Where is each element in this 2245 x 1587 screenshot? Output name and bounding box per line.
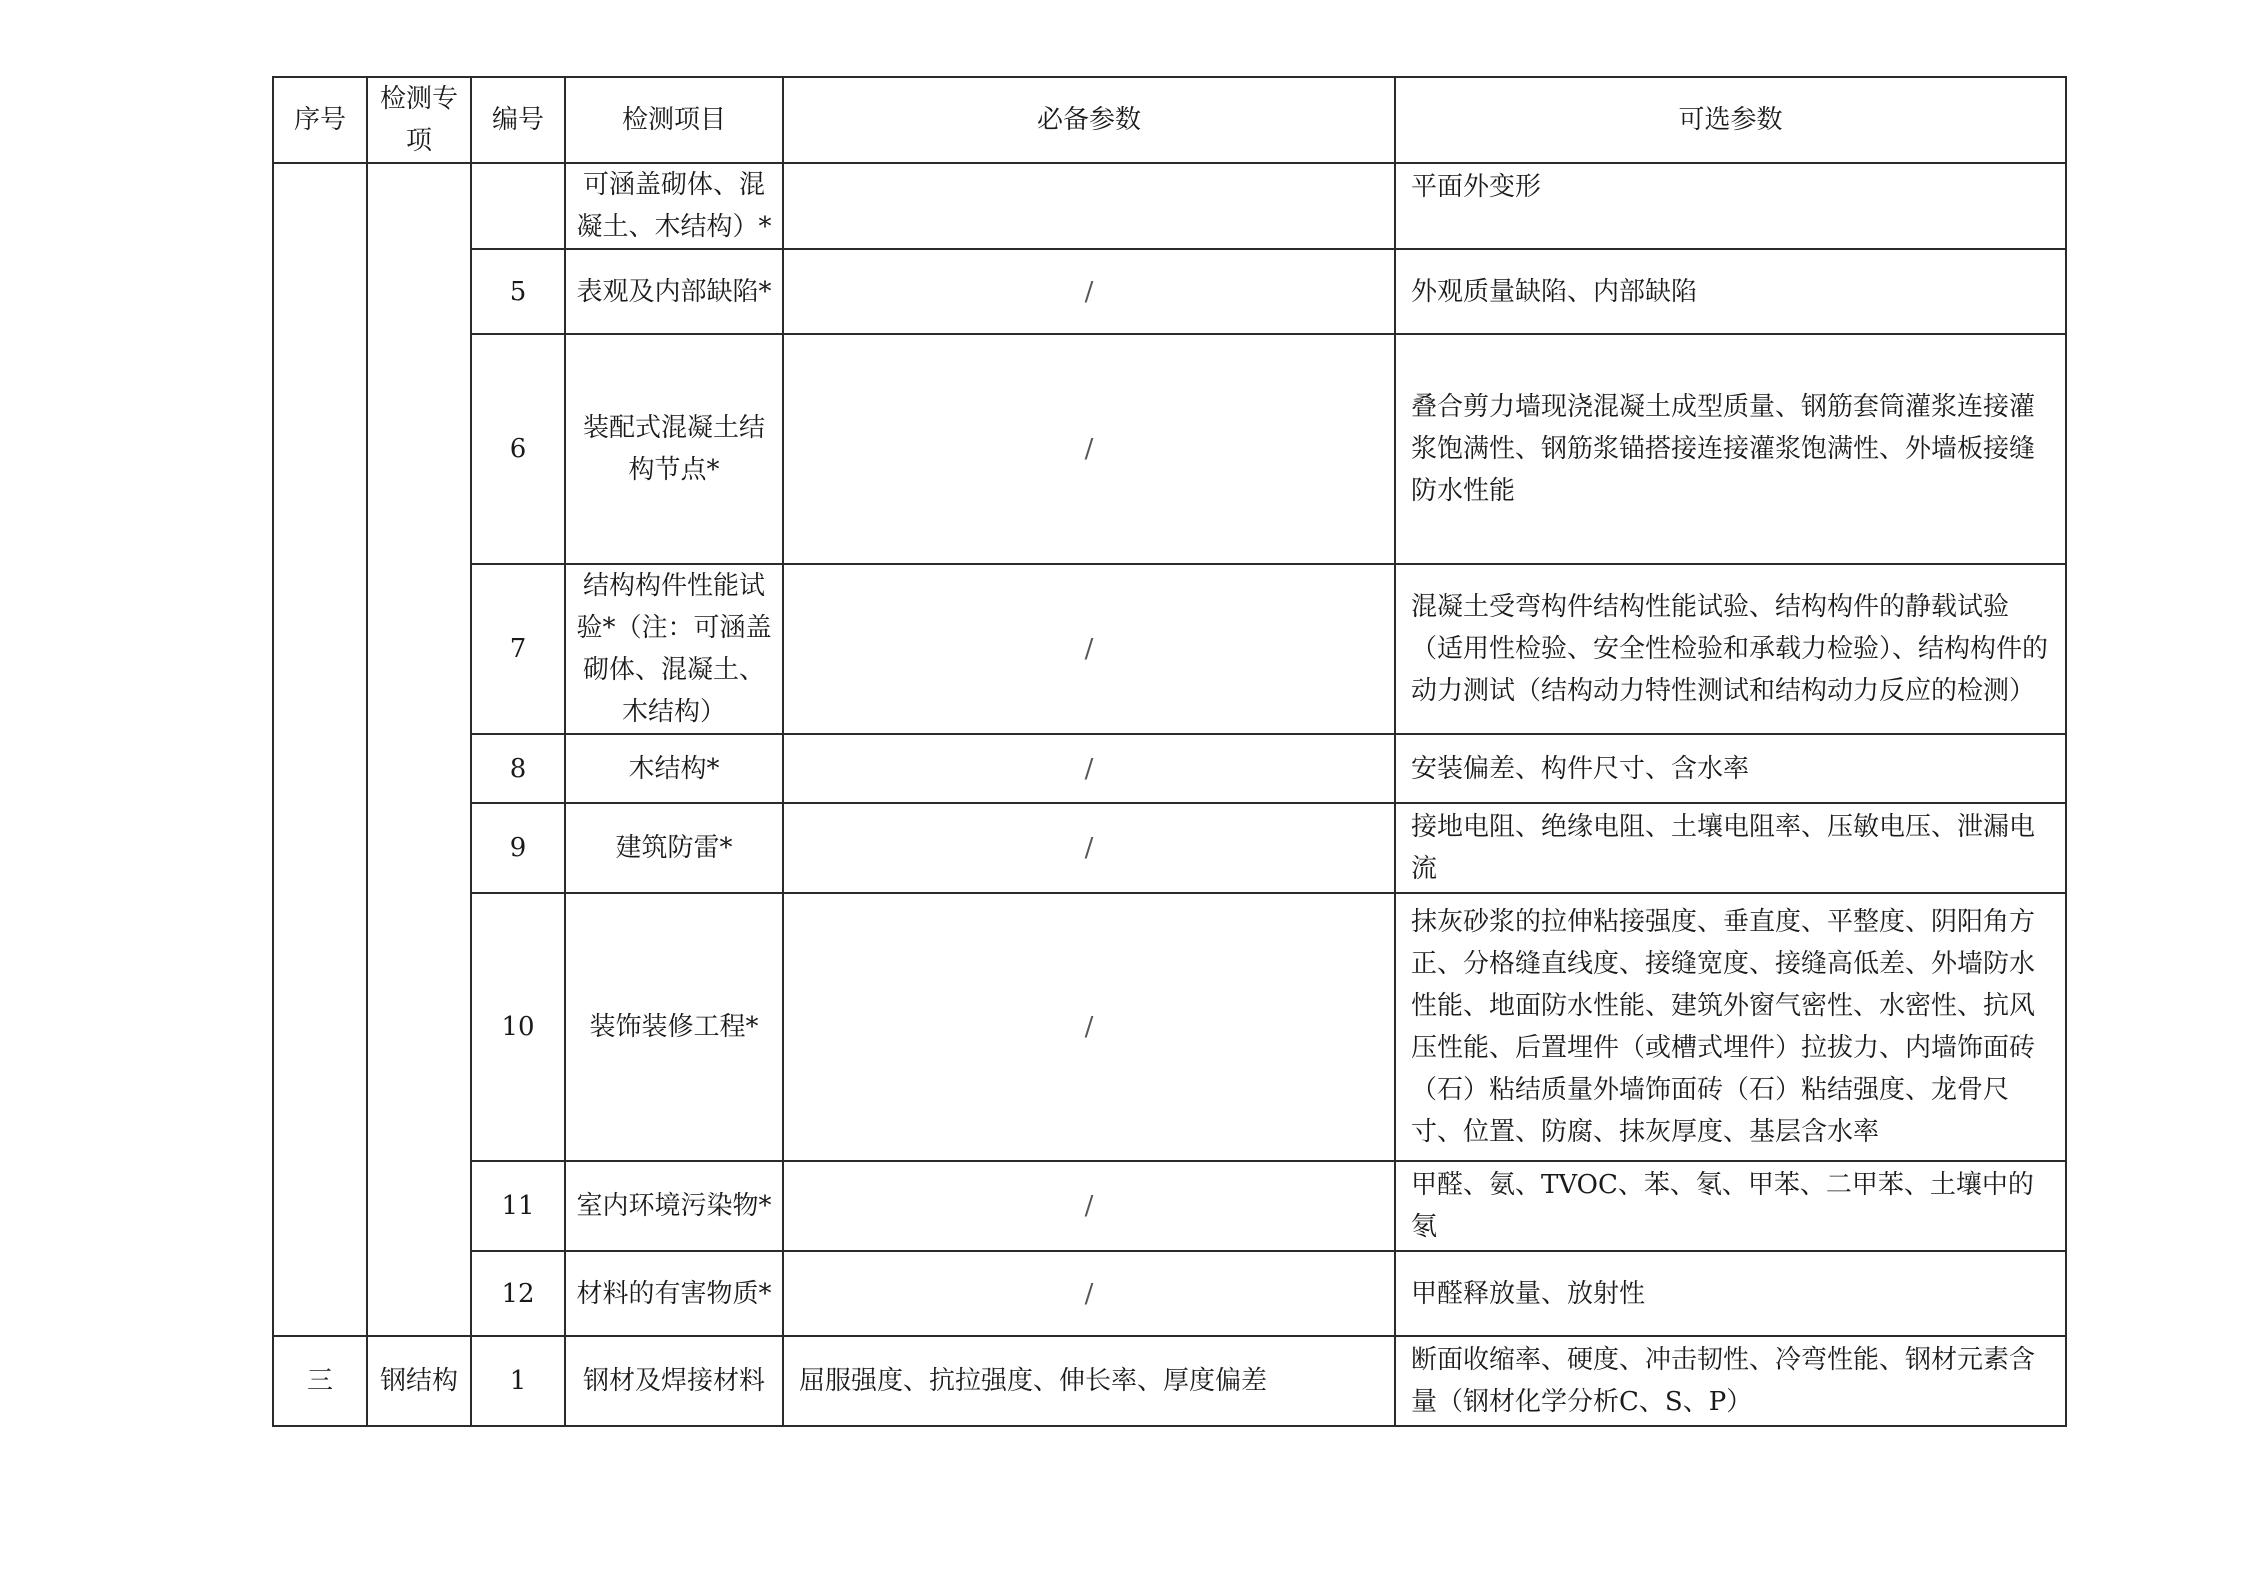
row-item: 装饰装修工程* <box>565 893 783 1161</box>
row-optional: 抹灰砂浆的拉伸粘接强度、垂直度、平整度、阴阳角方正、分格缝直线度、接缝宽度、接缝高低差、外墙防水性能、地面防水性能、建筑外窗气密性、水密性、抗风压性能、后置埋件（或槽式埋件）拉拔力、内墙饰面砖（石）粘结质量外墙饰面砖（石）粘结强度、龙骨尺寸、位置、防腐、抹灰厚度、基层含水率 <box>1395 893 2066 1161</box>
row-required: / <box>783 249 1395 334</box>
table-header-row <box>273 77 2066 163</box>
row-number <box>471 163 565 249</box>
row-number: 5 <box>471 249 565 334</box>
row-required: / <box>783 1161 1395 1251</box>
row-number: 7 <box>471 564 565 734</box>
row-required: / <box>783 803 1395 893</box>
category-cell-empty <box>367 163 471 1336</box>
row-item: 可涵盖砌体、混凝土、木结构）* <box>565 163 783 249</box>
row-required: 屈服强度、抗拉强度、伸长率、厚度偏差 <box>783 1336 1395 1426</box>
row-number: 11 <box>471 1161 565 1251</box>
row-optional: 接地电阻、绝缘电阻、土壤电阻率、压敏电压、泄漏电流 <box>1395 803 2066 893</box>
row-optional: 平面外变形 <box>1395 163 2066 249</box>
section-category: 钢结构 <box>367 1336 471 1426</box>
row-number: 6 <box>471 334 565 564</box>
table-row <box>273 803 2066 893</box>
table-row <box>273 1161 2066 1251</box>
table-row <box>273 163 2066 249</box>
row-item: 钢材及焊接材料 <box>565 1336 783 1426</box>
inspection-parameters-table <box>272 76 2067 1427</box>
row-required: / <box>783 564 1395 734</box>
row-optional: 甲醛释放量、放射性 <box>1395 1251 2066 1336</box>
table-row <box>273 1251 2066 1336</box>
row-item: 材料的有害物质* <box>565 1251 783 1336</box>
row-optional: 安装偏差、构件尺寸、含水率 <box>1395 734 2066 803</box>
table-row <box>273 249 2066 334</box>
row-optional: 混凝土受弯构件结构性能试验、结构构件的静载试验（适用性检验、安全性检验和承载力检验）、结构构件的动力测试（结构动力特性测试和结构动力反应的检测） <box>1395 564 2066 734</box>
header-number: 编号 <box>471 77 565 163</box>
row-optional: 甲醛、氨、TVOC、苯、氡、甲苯、二甲苯、土壤中的氡 <box>1395 1161 2066 1251</box>
row-required: / <box>783 334 1395 564</box>
row-optional: 叠合剪力墙现浇混凝土成型质量、钢筋套筒灌浆连接灌浆饱满性、钢筋浆锚搭接连接灌浆饱满性、外墙板接缝防水性能 <box>1395 334 2066 564</box>
row-number: 10 <box>471 893 565 1161</box>
seq-cell-empty <box>273 163 367 1336</box>
header-item: 检测项目 <box>565 77 783 163</box>
row-number: 1 <box>471 1336 565 1426</box>
header-optional: 可选参数 <box>1395 77 2066 163</box>
section-seq: 三 <box>273 1336 367 1426</box>
table-row <box>273 564 2066 734</box>
header-required: 必备参数 <box>783 77 1395 163</box>
row-optional: 外观质量缺陷、内部缺陷 <box>1395 249 2066 334</box>
row-item: 木结构* <box>565 734 783 803</box>
row-required: / <box>783 1251 1395 1336</box>
table-row <box>273 893 2066 1161</box>
row-required: / <box>783 893 1395 1161</box>
row-item: 结构构件性能试验*（注：可涵盖砌体、混凝土、木结构） <box>565 564 783 734</box>
row-optional: 断面收缩率、硬度、冲击韧性、冷弯性能、钢材元素含量（钢材化学分析C、S、P） <box>1395 1336 2066 1426</box>
row-number: 8 <box>471 734 565 803</box>
header-seq: 序号 <box>273 77 367 163</box>
row-number: 12 <box>471 1251 565 1336</box>
row-item: 装配式混凝土结构节点* <box>565 334 783 564</box>
row-required <box>783 163 1395 249</box>
row-item: 室内环境污染物* <box>565 1161 783 1251</box>
row-number: 9 <box>471 803 565 893</box>
table-row <box>273 334 2066 564</box>
table-row <box>273 734 2066 803</box>
row-item: 建筑防雷* <box>565 803 783 893</box>
header-category: 检测专项 <box>367 77 471 163</box>
row-item: 表观及内部缺陷* <box>565 249 783 334</box>
table-row-steel <box>273 1336 2066 1426</box>
row-required: / <box>783 734 1395 803</box>
